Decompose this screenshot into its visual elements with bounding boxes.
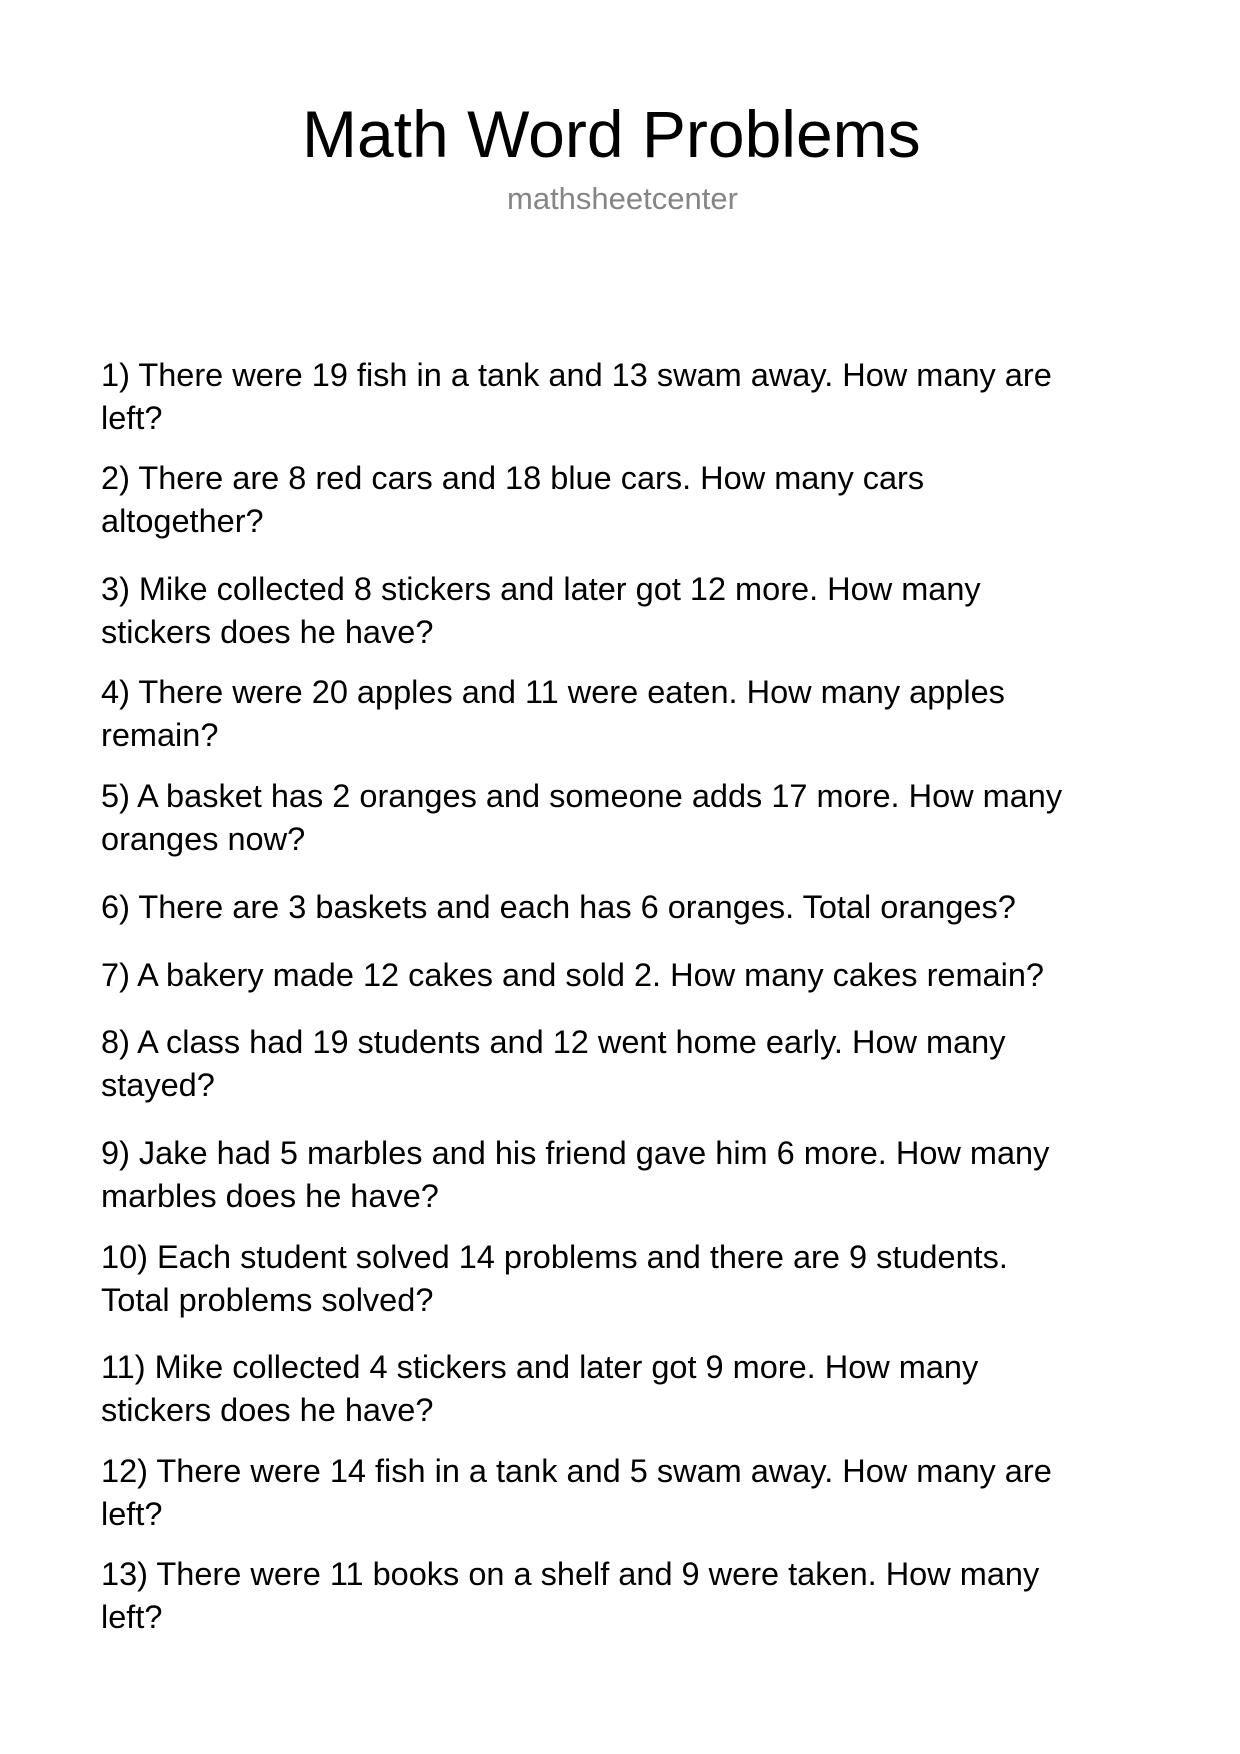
problem-item — [101, 886, 1016, 929]
problem-item — [101, 1021, 1006, 1107]
problem-line: 7) A bakery made 12 cakes and sold 2. How many cakes remain? — [101, 957, 1044, 993]
problem-line: 9) Jake had 5 marbles and his friend gave him 6 more. How many — [101, 1135, 1050, 1171]
problem-line: 1) There were 19 fish in a tank and 13 swam away. How many are — [101, 357, 1052, 393]
problem-line: 11) Mike collected 4 stickers and later got 9 more. How many — [101, 1349, 979, 1385]
problem-line: stickers does he have? — [101, 1392, 434, 1428]
problem-line: oranges now? — [101, 821, 306, 857]
problem-line: 2) There are 8 red cars and 18 blue cars. How many cars — [101, 460, 925, 496]
problem-line: 3) Mike collected 8 stickers and later got 12 more. How many — [101, 571, 981, 607]
problem-item — [101, 1553, 1039, 1639]
problem-item — [101, 1236, 1008, 1322]
problem-item — [101, 1450, 1052, 1536]
problem-line: left? — [101, 400, 163, 436]
problem-line: 6) There are 3 baskets and each has 6 oranges. Total oranges? — [101, 889, 1016, 925]
problem-item — [101, 1346, 978, 1432]
problem-item — [101, 775, 1062, 861]
problem-line: left? — [101, 1496, 163, 1532]
problem-line: remain? — [101, 717, 219, 753]
problem-item — [101, 1132, 1049, 1218]
problem-item — [101, 671, 1005, 757]
problem-line: altogether? — [101, 503, 264, 539]
problem-line: 10) Each student solved 14 problems and there are 9 students. — [101, 1239, 1008, 1275]
problem-item — [101, 457, 924, 543]
problem-item — [101, 354, 1052, 440]
problem-line: stickers does he have? — [101, 614, 434, 650]
problem-item — [101, 954, 1044, 997]
problem-item — [101, 568, 981, 654]
problem-line: stayed? — [101, 1067, 215, 1103]
problem-line: 5) A basket has 2 oranges and someone adds 17 more. How many — [101, 778, 1063, 814]
problem-line: marbles does he have? — [101, 1178, 439, 1214]
problem-line: 8) A class had 19 students and 12 went home early. How many — [101, 1024, 1006, 1060]
page-title: Math Word Problems — [302, 97, 921, 171]
problem-line: 13) There were 11 books on a shelf and 9 were taken. How many — [101, 1556, 1040, 1592]
problem-line: left? — [101, 1599, 163, 1635]
problem-line: 12) There were 14 fish in a tank and 5 swam away. How many are — [101, 1453, 1052, 1489]
problem-line: Total problems solved? — [101, 1282, 434, 1318]
page-subtitle: mathsheetcenter — [507, 181, 738, 216]
problem-line: 4) There were 20 apples and 11 were eaten. How many apples — [101, 674, 1005, 710]
